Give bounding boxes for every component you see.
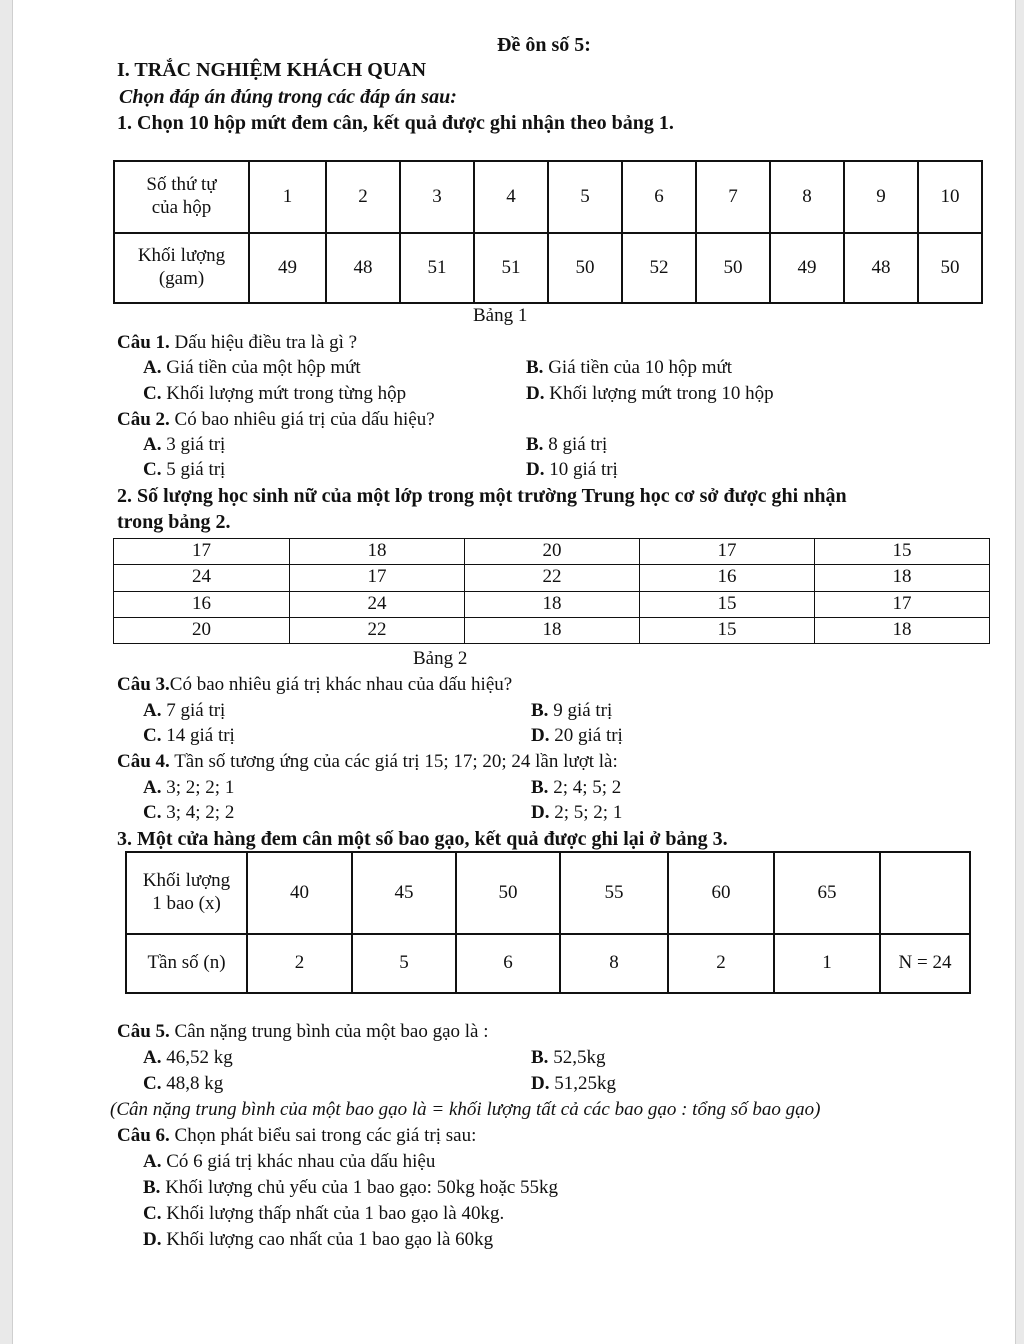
table3-label-mass: Khối lượng 1 bao (x) <box>126 852 247 934</box>
q6-option-d[interactable]: D. Khối lượng cao nhất của 1 bao gạo là 60kg <box>143 1229 494 1250</box>
table-cell: 2 <box>326 161 400 233</box>
q3-option-c[interactable]: C. 14 giá trị <box>143 725 235 746</box>
table-cell: 24 <box>290 591 465 617</box>
table-cell: 55 <box>560 852 668 934</box>
table-cell: 1 <box>774 934 880 993</box>
table-cell: 4 <box>474 161 548 233</box>
table-cell: 50 <box>456 852 560 934</box>
q5-option-b[interactable]: B. 52,5kg <box>531 1047 606 1068</box>
question-3: Câu 3.Có bao nhiêu giá trị khác nhau của dấu hiệu? <box>117 674 513 695</box>
table-row <box>114 617 990 643</box>
table-cell: 1 <box>249 161 326 233</box>
instruction: Chọn đáp án đúng trong các đáp án sau: <box>119 86 457 108</box>
table-cell: 18 <box>465 591 640 617</box>
table-row <box>126 852 970 934</box>
q5-option-c[interactable]: C. 48,8 kg <box>143 1073 224 1094</box>
part2-intro-line2: trong bảng 2. <box>117 511 231 533</box>
table-cell: 48 <box>326 233 400 303</box>
q5-option-a[interactable]: A. 46,52 kg <box>143 1047 233 1068</box>
question-6: Câu 6. Chọn phát biểu sai trong các giá trị sau: <box>117 1125 477 1146</box>
table-cell: 18 <box>815 565 990 591</box>
question-2: Câu 2. Có bao nhiêu giá trị của dấu hiệu? <box>117 409 435 430</box>
table-cell: 48 <box>844 233 918 303</box>
table-cell: 7 <box>696 161 770 233</box>
table1-label-ordinal: Số thứ tự của hộp <box>114 161 249 233</box>
table-cell: 49 <box>249 233 326 303</box>
table-cell: 17 <box>290 565 465 591</box>
q6-option-b[interactable]: B. Khối lượng chủ yếu của 1 bao gạo: 50kg hoặc 55kg <box>143 1177 559 1198</box>
table-cell: 22 <box>465 565 640 591</box>
table-row <box>114 233 982 303</box>
part2-intro-line1: 2. Số lượng học sinh nữ của một lớp trong một trường Trung học cơ sở được ghi nhận <box>117 485 847 507</box>
table-cell: 40 <box>247 852 352 934</box>
table1-caption: Bảng 1 <box>473 305 528 326</box>
q6-option-a[interactable]: A. Có 6 giá trị khác nhau của dấu hiệu <box>143 1151 436 1172</box>
table-cell: 8 <box>560 934 668 993</box>
question-5: Câu 5. Cân nặng trung bình của một bao gạo là : <box>117 1021 489 1042</box>
table-cell: 2 <box>668 934 774 993</box>
table-cell: 50 <box>696 233 770 303</box>
table-cell: 16 <box>114 591 290 617</box>
table-cell: 18 <box>815 617 990 643</box>
table-row <box>114 565 990 591</box>
table-cell: 20 <box>465 539 640 565</box>
table-cell: 5 <box>352 934 456 993</box>
table3-total: N = 24 <box>880 934 970 993</box>
table-cell: 50 <box>918 233 982 303</box>
q4-option-d[interactable]: D. 2; 5; 2; 1 <box>531 802 623 823</box>
section-heading: I. TRẮC NGHIỆM KHÁCH QUAN <box>117 59 427 81</box>
table-cell: 16 <box>640 565 815 591</box>
q5-option-d[interactable]: D. 51,25kg <box>531 1073 616 1094</box>
table-cell: 24 <box>114 565 290 591</box>
q1-option-c[interactable]: C. Khối lượng mứt trong từng hộp <box>143 383 407 404</box>
table-cell: 45 <box>352 852 456 934</box>
exam-title: Đề ôn số 5: <box>497 34 591 56</box>
table-cell: 51 <box>474 233 548 303</box>
table-cell: 49 <box>770 233 844 303</box>
table-cell: 5 <box>548 161 622 233</box>
table-cell: 15 <box>815 539 990 565</box>
table-2 <box>113 538 990 644</box>
table-cell: 51 <box>400 233 474 303</box>
table-cell: 65 <box>774 852 880 934</box>
table-3 <box>125 851 971 994</box>
table-cell: 9 <box>844 161 918 233</box>
table-cell: 20 <box>114 617 290 643</box>
part3-intro: 3. Một cửa hàng đem cân một số bao gạo, kết quả được ghi lại ở bảng 3. <box>117 828 728 850</box>
table-cell: 3 <box>400 161 474 233</box>
q2-option-c[interactable]: C. 5 giá trị <box>143 459 226 480</box>
q1-option-b[interactable]: B. Giá tiền của 10 hộp mứt <box>526 357 733 378</box>
table-cell: 22 <box>290 617 465 643</box>
table-cell: 15 <box>640 617 815 643</box>
question-4: Câu 4. Tần số tương ứng của các giá trị 15; 17; 20; 24 lần lượt là: <box>117 751 618 772</box>
table-cell: 18 <box>290 539 465 565</box>
table-cell: 18 <box>465 617 640 643</box>
table2-caption: Bảng 2 <box>413 648 468 669</box>
table-cell: 17 <box>114 539 290 565</box>
table-cell: 15 <box>640 591 815 617</box>
table-cell: 17 <box>640 539 815 565</box>
q6-option-c[interactable]: C. Khối lượng thấp nhất của 1 bao gạo là 40kg. <box>143 1203 505 1224</box>
table3-label-frequency: Tần số (n) <box>126 934 247 993</box>
table-cell <box>880 852 970 934</box>
q4-option-b[interactable]: B. 2; 4; 5; 2 <box>531 777 622 798</box>
q1-option-d[interactable]: D. Khối lượng mứt trong 10 hộp <box>526 383 774 404</box>
q5-note: (Cân nặng trung bình của một bao gạo là = khối lượng tất cả các bao gạo : tổng số bao gạo) <box>110 1099 821 1120</box>
table-row <box>114 539 990 565</box>
q2-option-d[interactable]: D. 10 giá trị <box>526 459 618 480</box>
q2-option-a[interactable]: A. 3 giá trị <box>143 434 226 455</box>
q3-option-d[interactable]: D. 20 giá trị <box>531 725 623 746</box>
part1-intro: 1. Chọn 10 hộp mứt đem cân, kết quả được ghi nhận theo bảng 1. <box>117 112 674 134</box>
table-row <box>114 161 982 233</box>
q4-option-c[interactable]: C. 3; 4; 2; 2 <box>143 802 235 823</box>
table-1 <box>113 160 983 304</box>
table-row <box>126 934 970 993</box>
table-cell: 17 <box>815 591 990 617</box>
q1-option-a[interactable]: A. Giá tiền của một hộp mứt <box>143 357 361 378</box>
table-cell: 2 <box>247 934 352 993</box>
table-cell: 10 <box>918 161 982 233</box>
q3-option-a[interactable]: A. 7 giá trị <box>143 700 226 721</box>
document-page <box>12 0 1016 1344</box>
q2-option-b[interactable]: B. 8 giá trị <box>526 434 608 455</box>
table-cell: 50 <box>548 233 622 303</box>
table-cell: 6 <box>456 934 560 993</box>
table-cell: 6 <box>622 161 696 233</box>
table-cell: 60 <box>668 852 774 934</box>
q4-option-a[interactable]: A. 3; 2; 2; 1 <box>143 777 235 798</box>
table-row <box>114 591 990 617</box>
table-cell: 8 <box>770 161 844 233</box>
table-cell: 52 <box>622 233 696 303</box>
q3-option-b[interactable]: B. 9 giá trị <box>531 700 613 721</box>
question-1: Câu 1. Dấu hiệu điều tra là gì ? <box>117 332 358 353</box>
table1-label-mass: Khối lượng (gam) <box>114 233 249 303</box>
